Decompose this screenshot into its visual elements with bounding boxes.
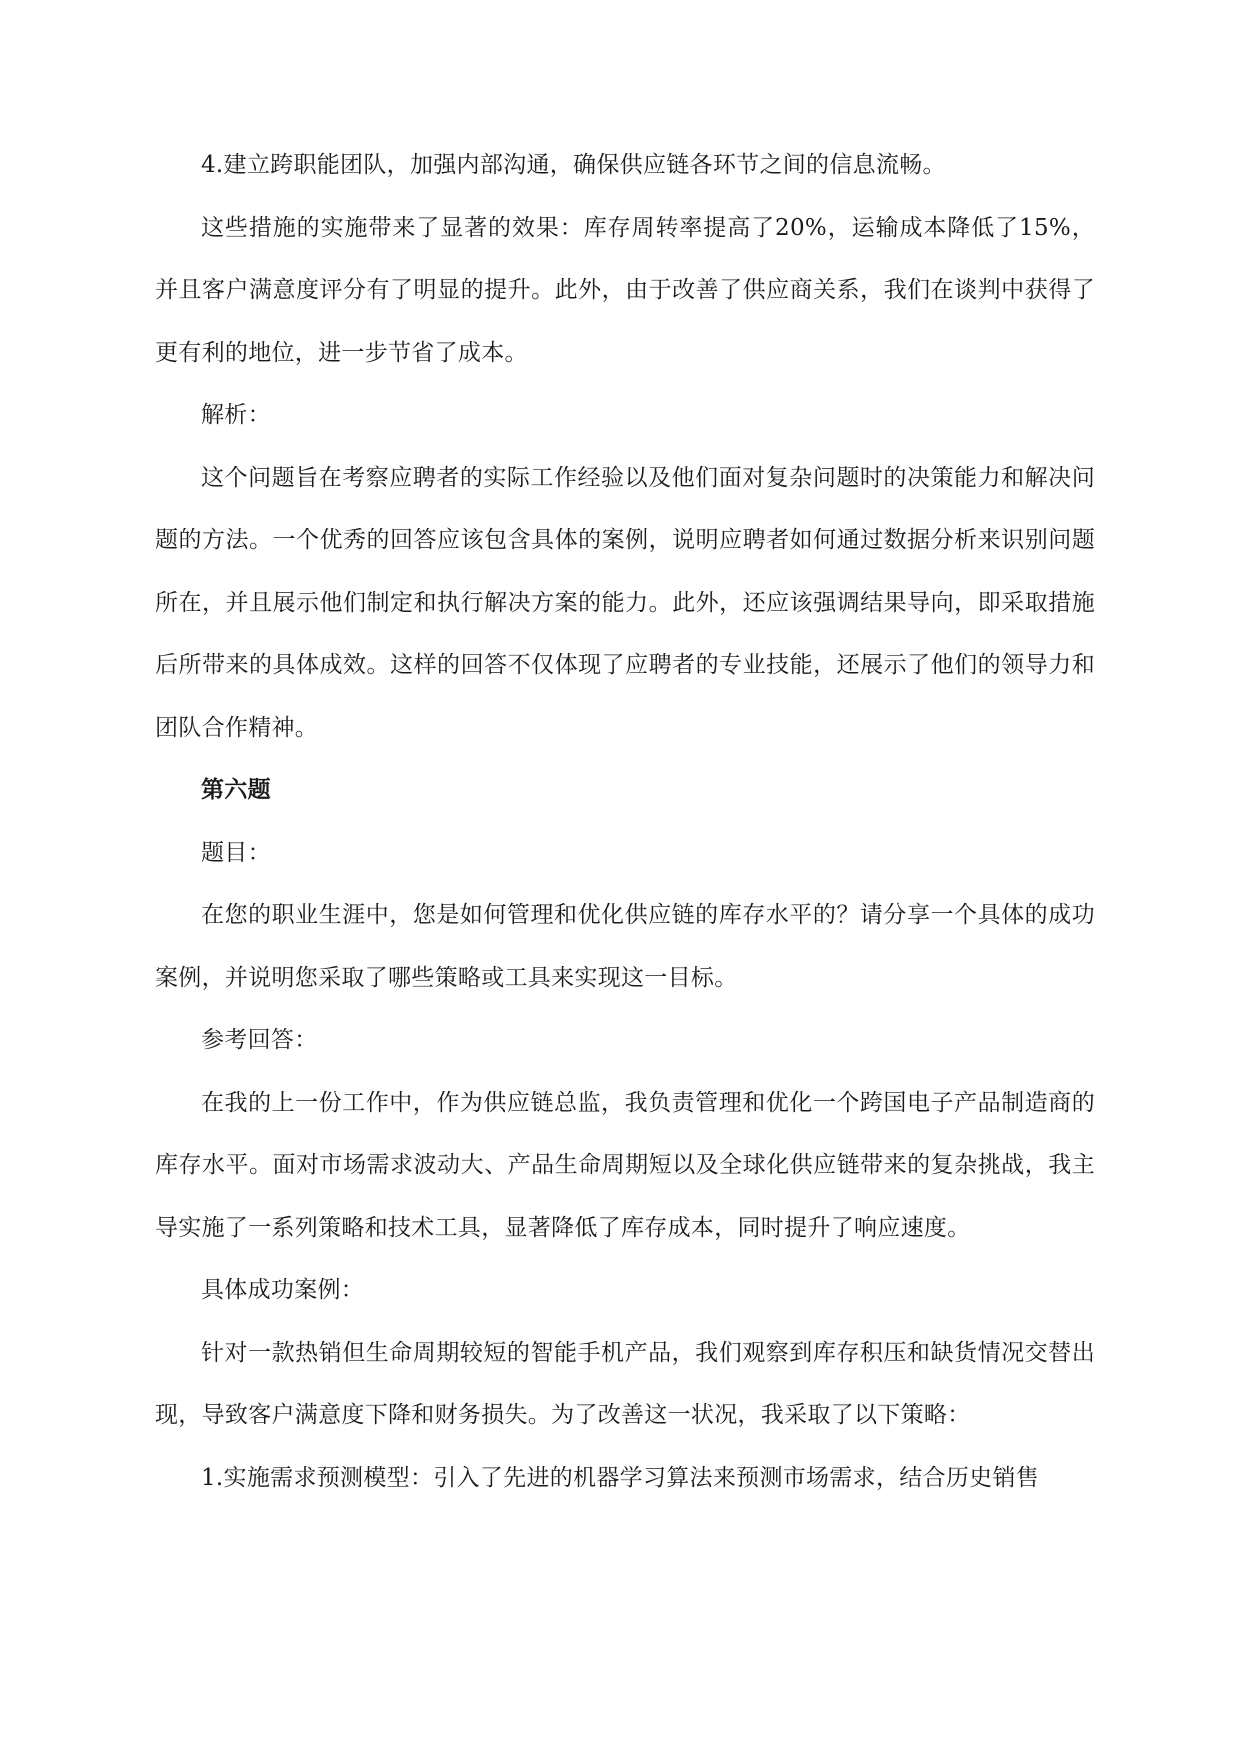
paragraph-analysis-label: 解析： xyxy=(201,402,271,428)
paragraph-question: 在您的职业生涯中，您是如何管理和优化供应链的库存水平的？请分享一个具体的成功案例，并说明您采取了哪些策略或工具来实现这一目标。 xyxy=(155,902,1095,991)
paragraph-measure-4: 4.建立跨职能团队，加强内部沟通，确保供应链各环节之间的信息流畅。 xyxy=(201,152,946,178)
document-body xyxy=(155,134,1095,1509)
paragraph-analysis: 这个问题旨在考察应聘者的实际工作经验以及他们面对复杂问题时的决策能力和解决问题的方法。一个优秀的回答应该包含具体的案例，说明应聘者如何通过数据分析来识别问题所在，并且展示他们制定和执行解决方案的能力。此外，还应该强调结果导向，即采取措施后所带来的具体成效。这样的回答不仅体现了应聘者的专业技能，还展示了他们的领导力和团队合作精神。 xyxy=(155,464,1095,741)
paragraph-case: 针对一款热销但生命周期较短的智能手机产品，我们观察到库存积压和缺货情况交替出现，导致客户满意度下降和财务损失。为了改善这一状况，我采取了以下策略： xyxy=(155,1339,1095,1428)
paragraph-strategy-1: 1.实施需求预测模型：引入了先进的机器学习算法来预测市场需求，结合历史销售 xyxy=(201,1464,1040,1491)
paragraph-case-label: 具体成功案例： xyxy=(201,1277,365,1303)
section-heading-question-6: 第六题 xyxy=(201,776,271,803)
paragraph-question-label: 题目： xyxy=(201,839,271,866)
paragraph-reference-label: 参考回答： xyxy=(201,1027,318,1053)
paragraph-reference-answer: 在我的上一份工作中，作为供应链总监，我负责管理和优化一个跨国电子产品制造商的库存水平。面对市场需求波动大、产品生命周期短以及全球化供应链带来的复杂挑战，我主导实施了一系列策略和技术工具，显著降低了库存成本，同时提升了响应速度。 xyxy=(155,1089,1095,1241)
paragraph-results: 这些措施的实施带来了显著的效果：库存周转率提高了20%，运输成本降低了15%，并且客户满意度评分有了明显的提升。此外，由于改善了供应商关系，我们在谈判中获得了更有利的地位，进一步节省了成本。 xyxy=(155,214,1095,366)
